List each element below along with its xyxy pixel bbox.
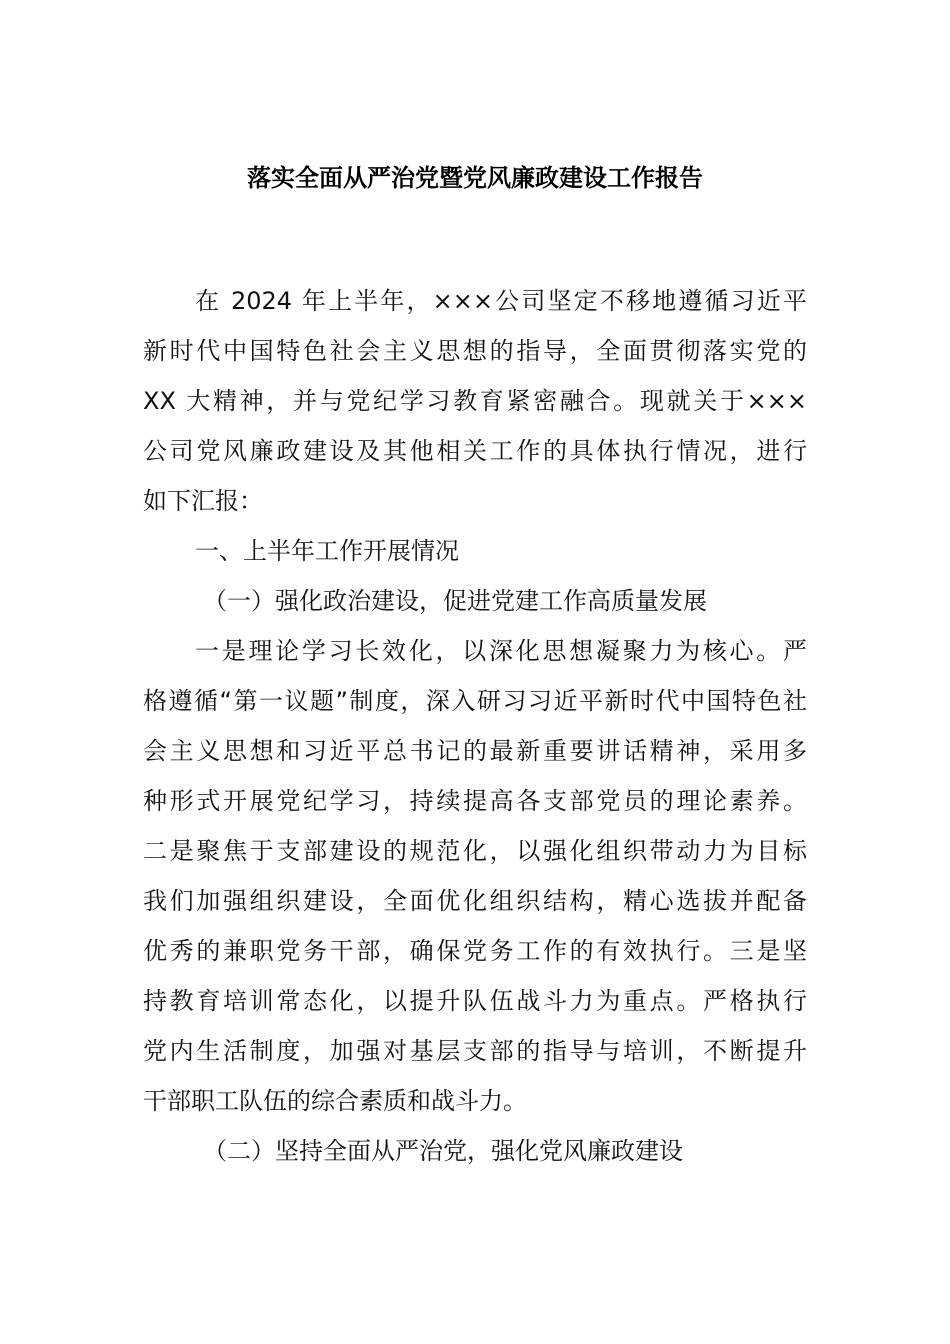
paragraph-line: 优秀的兼职党务干部，确保党务工作的有效执行。三是坚 <box>143 937 807 965</box>
subsection-heading: （一）强化政治建设，促进党建工作高质量发展 <box>203 587 707 615</box>
paragraph-line: 格遵循“第一议题”制度，深入研习习近平新时代中国特色社 <box>143 687 807 715</box>
paragraph-line: 持教育培训常态化，以提升队伍战斗力为重点。严格执行 <box>143 987 807 1015</box>
paragraph-line: 在 2024 年上半年，×××公司坚定不移地遵循习近平 <box>195 287 807 315</box>
paragraph-line: 新时代中国特色社会主义思想的指导，全面贯彻落实党的 <box>143 337 807 365</box>
paragraph-line: 二是聚焦于支部建设的规范化，以强化组织带动力为目标 <box>143 837 807 865</box>
paragraph-line: 会主义思想和习近平总书记的最新重要讲话精神，采用多 <box>143 737 807 765</box>
document-title: 落实全面从严治党暨党风廉政建设工作报告 <box>247 164 703 192</box>
paragraph-line: 党内生活制度，加强对基层支部的指导与培训，不断提升 <box>143 1037 807 1065</box>
paragraph-line: XX 大精神，并与党纪学习教育紧密融合。现就关于××× <box>143 387 807 415</box>
paragraph-line: 一是理论学习长效化，以深化思想凝聚力为核心。严 <box>195 637 807 665</box>
paragraph-line: 我们加强组织建设，全面优化组织结构，精心选拔并配备 <box>143 887 807 915</box>
paragraph-line: 公司党风廉政建设及其他相关工作的具体执行情况，进行 <box>143 437 807 465</box>
subsection-heading: （二）坚持全面从严治党，强化党风廉政建设 <box>203 1137 683 1165</box>
paragraph-line: 如下汇报： <box>143 487 263 515</box>
section-heading: 一、上半年工作开展情况 <box>195 537 459 565</box>
paragraph-line: 干部职工队伍的综合素质和战斗力。 <box>143 1087 527 1115</box>
paragraph-line: 种形式开展党纪学习，持续提高各支部党员的理论素养。 <box>143 787 807 815</box>
